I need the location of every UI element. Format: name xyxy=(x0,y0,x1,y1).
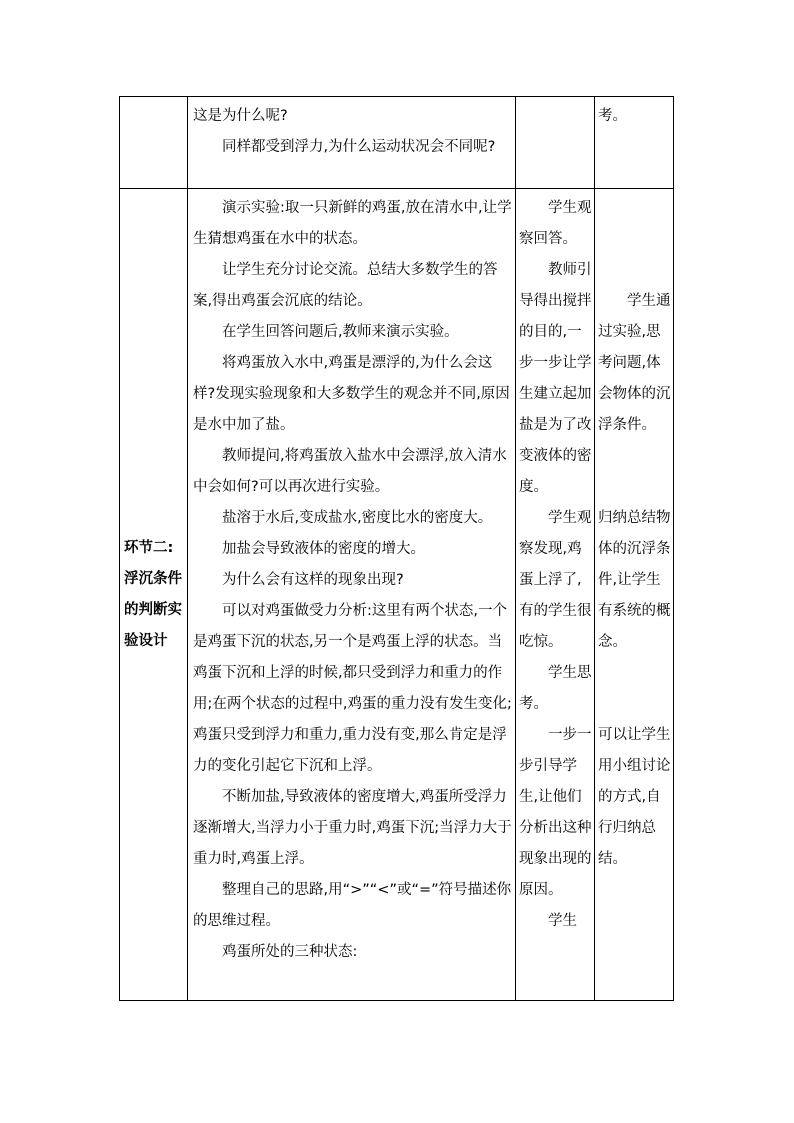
student-activity-text: 学生 xyxy=(548,913,577,929)
lesson-plan-table xyxy=(119,96,674,1001)
student-activity-text xyxy=(516,97,594,101)
paragraph: 鸡蛋所处的三种状态: xyxy=(222,944,358,960)
paragraph: 这是为什么呢? xyxy=(193,108,288,124)
paragraph: 将鸡蛋放入水中,鸡蛋是漂浮的,为什么会这样?发现实验现象和大多数学生的观念并不同,原因是水中加了盐。 xyxy=(193,355,510,433)
paragraph: 让学生充分讨论交流。总结大多数学生的答案,得出鸡蛋会沉底的结论。 xyxy=(193,262,498,309)
paragraph: 不断加盐,导致液体的密度增大,鸡蛋所受浮力逐渐增大,当浮力小于重力时,鸡蛋下沉;当浮力大于重力时,鸡蛋上浮。 xyxy=(193,789,512,867)
paragraph: 为什么会有这样的现象出现? xyxy=(222,572,404,588)
design-intent-text: 归纳总结物体的沉浮条件,让学生有系统的概念。 xyxy=(598,510,671,650)
paragraph: 整理自己的思路,用“>”“<”或“=”符号描述你的思维过程。 xyxy=(193,882,512,929)
paragraph: 盐溶于水后,变成盐水,密度比水的密度大。 xyxy=(222,510,493,526)
student-activity-cell xyxy=(516,189,595,1001)
table-row xyxy=(120,97,674,189)
design-intent-text: 可以让学生用小组讨论的方式,自行归纳总结。 xyxy=(598,727,671,867)
design-intent-text: 考。 xyxy=(598,108,627,124)
table-row xyxy=(120,189,674,1001)
stage-label: 环节二:浮沉条件的判断实验设计 xyxy=(124,539,182,649)
paragraph: 在学生回答问题后,教师来演示实验。 xyxy=(222,324,459,340)
paragraph: 同样都受到浮力,为什么运动状况会不同呢? xyxy=(222,139,496,155)
student-activity-text: 学生观察发现,鸡蛋上浮了,有的学生很吃惊。 xyxy=(519,510,592,650)
student-activity-text: 学生思考。 xyxy=(519,665,592,712)
student-activity-text: 学生观察回答。 xyxy=(519,200,592,247)
paragraph: 演示实验:取一只新鲜的鸡蛋,放在清水中,让学生猜想鸡蛋在水中的状态。 xyxy=(193,200,512,247)
paragraph: 可以对鸡蛋做受力分析:这里有两个状态,一个是鸡蛋下沉的状态,另一个是鸡蛋上浮的状态。当鸡蛋下沉和上浮的时候,都只受到浮力和重力的作用;在两个状态的过程中,鸡蛋的重力没有发生变化;鸡蛋只受到浮力和重力,重力没有变,那么肯定是浮力的变化引起它下沉和上浮。 xyxy=(193,603,512,774)
content-cell xyxy=(188,97,516,189)
paragraph: 教师提问,将鸡蛋放入盐水中会漂浮,放入清水中会如何?可以再次进行实验。 xyxy=(193,448,507,495)
content-cell xyxy=(188,189,516,1001)
stage-cell xyxy=(120,189,188,1001)
student-activity-cell xyxy=(516,97,595,189)
design-intent-cell xyxy=(595,189,674,1001)
design-intent-cell xyxy=(595,97,674,189)
student-activity-text: 一步一步引导学生,让他们分析出这种现象出现的原因。 xyxy=(519,727,592,898)
design-intent-text: 学生通过实验,思考问题,体会物体的沉浮条件。 xyxy=(598,293,671,433)
student-activity-text: 教师引导得出搅拌的目的,一步一步让学生建立起加盐是为了改变液体的密度。 xyxy=(519,262,592,495)
paragraph: 加盐会导致液体的密度的增大。 xyxy=(222,541,425,557)
stage-cell xyxy=(120,97,188,189)
